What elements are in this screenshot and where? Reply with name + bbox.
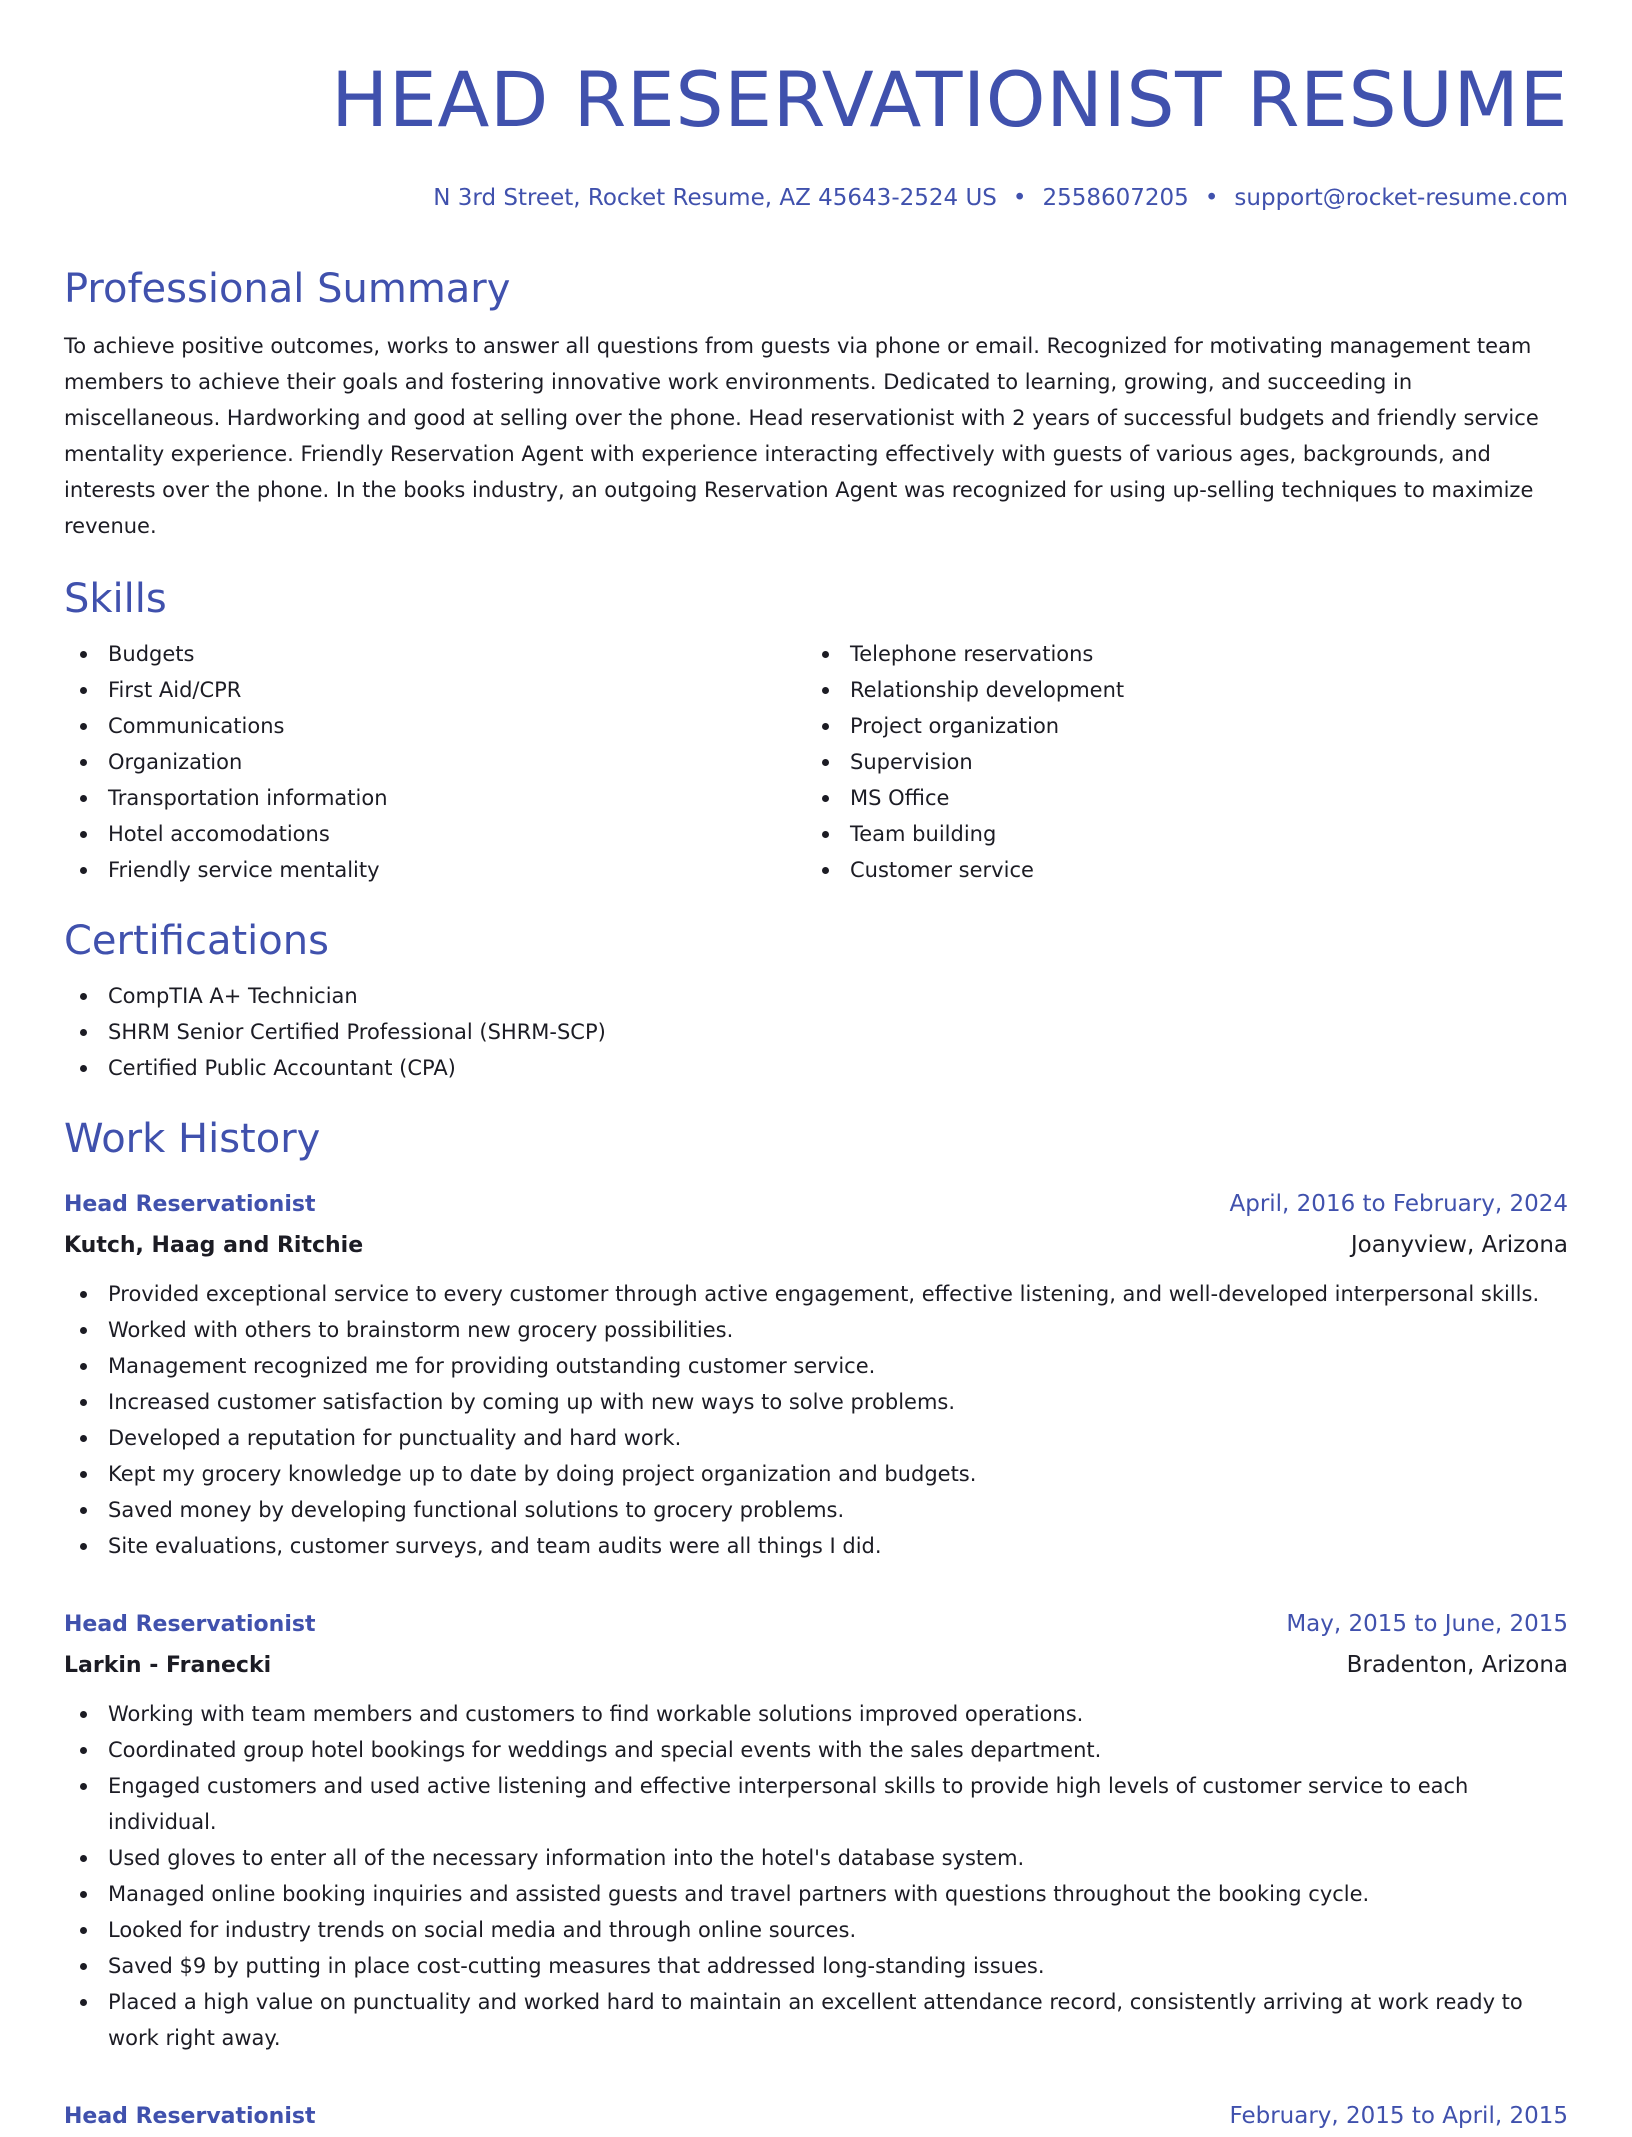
list-item: SHRM Senior Certified Professional (SHRM-SCP) bbox=[64, 1014, 1568, 1050]
list-item: Looked for industry trends on social media and through online sources. bbox=[64, 1912, 1568, 1948]
list-item: Engaged customers and used active listening and effective interpersonal skills to provide high levels of customer service to each individual. bbox=[64, 1768, 1568, 1840]
job-title: Head Reservationist bbox=[64, 2104, 316, 2129]
job-company: Larkin - Franecki bbox=[64, 1653, 272, 1678]
job-location: Bradenton, Arizona bbox=[1346, 1652, 1568, 1678]
skills-list-left bbox=[64, 636, 806, 888]
list-item: Site evaluations, customer surveys, and team audits were all things I did. bbox=[64, 1528, 1568, 1564]
list-item: Management recognized me for providing outstanding customer service. bbox=[64, 1348, 1568, 1384]
jobs-list bbox=[64, 1184, 1568, 2137]
job-company: Kutch, Haag and Ritchie bbox=[64, 1233, 364, 1258]
list-item: Developed a reputation for punctuality and hard work. bbox=[64, 1420, 1568, 1456]
contact-email: support@rocket-resume.com bbox=[1234, 185, 1568, 211]
certifications-heading: Certifications bbox=[64, 918, 329, 964]
list-item: Managed online booking inquiries and assisted guests and travel partners with questions throughout the booking cycle. bbox=[64, 1876, 1568, 1912]
job-title: Head Reservationist bbox=[64, 1192, 316, 1217]
list-item: Used gloves to enter all of the necessary information into the hotel's database system. bbox=[64, 1840, 1568, 1876]
list-item: Certified Public Accountant (CPA) bbox=[64, 1050, 1568, 1086]
list-item: Placed a high value on punctuality and worked hard to maintain an excellent attendance record, consistently arriving at work ready to work right away. bbox=[64, 1984, 1568, 2056]
job-company-row bbox=[64, 1225, 1568, 1266]
list-item: First Aid/CPR bbox=[64, 672, 806, 708]
job-title-row bbox=[64, 1604, 1568, 1645]
skills-heading: Skills bbox=[64, 576, 167, 622]
job-title: Head Reservationist bbox=[64, 1612, 316, 1637]
summary-heading: Professional Summary bbox=[64, 266, 511, 312]
contact-separator: • bbox=[1204, 185, 1219, 211]
job-title-row bbox=[64, 1184, 1568, 1225]
list-item: Increased customer satisfaction by coming up with new ways to solve problems. bbox=[64, 1384, 1568, 1420]
list-item: Communications bbox=[64, 708, 806, 744]
job-entry bbox=[64, 1184, 1568, 1564]
list-item: Project organization bbox=[806, 708, 1548, 744]
skills-grid bbox=[64, 636, 1568, 888]
list-item: Coordinated group hotel bookings for weddings and special events with the sales department. bbox=[64, 1732, 1568, 1768]
list-item: Hotel accomodations bbox=[64, 816, 806, 852]
resume-content bbox=[64, 262, 1568, 2137]
contact-separator: • bbox=[1012, 185, 1027, 211]
contact-phone: 2558607205 bbox=[1042, 185, 1189, 211]
list-item: Provided exceptional service to every customer through active engagement, effective listening, and well-developed interpersonal skills. bbox=[64, 1276, 1568, 1312]
job-entry bbox=[64, 1604, 1568, 2056]
work-history-section bbox=[64, 1112, 1568, 2137]
list-item: CompTIA A+ Technician bbox=[64, 978, 1568, 1014]
list-item: Team building bbox=[806, 816, 1548, 852]
contact-line bbox=[433, 180, 1568, 216]
list-item: Worked with others to brainstorm new grocery possibilities. bbox=[64, 1312, 1568, 1348]
job-dates: February, 2015 to April, 2015 bbox=[1229, 2103, 1568, 2129]
list-item: Friendly service mentality bbox=[64, 852, 806, 888]
list-item: Saved money by developing functional solutions to grocery problems. bbox=[64, 1492, 1568, 1528]
job-duties-list bbox=[64, 1276, 1568, 1564]
job-company-row bbox=[64, 1645, 1568, 1686]
contact-address: N 3rd Street, Rocket Resume, AZ 45643-2524 US bbox=[433, 185, 997, 211]
resume-title: HEAD RESERVATIONIST RESUME bbox=[331, 55, 1568, 144]
work-history-heading: Work History bbox=[64, 1116, 321, 1162]
summary-text: To achieve positive outcomes, works to answer all questions from guests via phone or email. Recognized for motivating management team members to achieve their goals and fostering innovative work environments. Dedicated to learning, growing, and succeeding in miscellaneous. Hardworking and good at selling over the phone. Head reservationist with 2 years of successful budgets and friendly service mentality experience. Friendly Reservation Agent with experience interacting effectively with guests of various ages, backgrounds, and interests over the phone. In the books industry, an outgoing Reservation Agent was recognized for using up-selling techniques to maximize revenue. bbox=[64, 334, 1539, 538]
job-entry bbox=[64, 2096, 1568, 2137]
list-item: Transportation information bbox=[64, 780, 806, 816]
skills-section bbox=[64, 572, 1568, 888]
certifications-section bbox=[64, 914, 1568, 1086]
certifications-list bbox=[64, 978, 1568, 1086]
list-item: Customer service bbox=[806, 852, 1548, 888]
list-item: Supervision bbox=[806, 744, 1548, 780]
list-item: Relationship development bbox=[806, 672, 1548, 708]
list-item: MS Office bbox=[806, 780, 1548, 816]
job-location: Joanyview, Arizona bbox=[1350, 1232, 1568, 1258]
list-item: Organization bbox=[64, 744, 806, 780]
summary-section bbox=[64, 262, 1568, 544]
job-dates: May, 2015 to June, 2015 bbox=[1286, 1611, 1568, 1637]
job-dates: April, 2016 to February, 2024 bbox=[1229, 1191, 1568, 1217]
list-item: Telephone reservations bbox=[806, 636, 1548, 672]
list-item: Budgets bbox=[64, 636, 806, 672]
list-item: Kept my grocery knowledge up to date by doing project organization and budgets. bbox=[64, 1456, 1568, 1492]
list-item: Saved $9 by putting in place cost-cutting measures that addressed long-standing issues. bbox=[64, 1948, 1568, 1984]
list-item: Working with team members and customers to find workable solutions improved operations. bbox=[64, 1696, 1568, 1732]
job-duties-list bbox=[64, 1696, 1568, 2056]
skills-list-right bbox=[806, 636, 1548, 888]
job-title-row bbox=[64, 2096, 1568, 2137]
